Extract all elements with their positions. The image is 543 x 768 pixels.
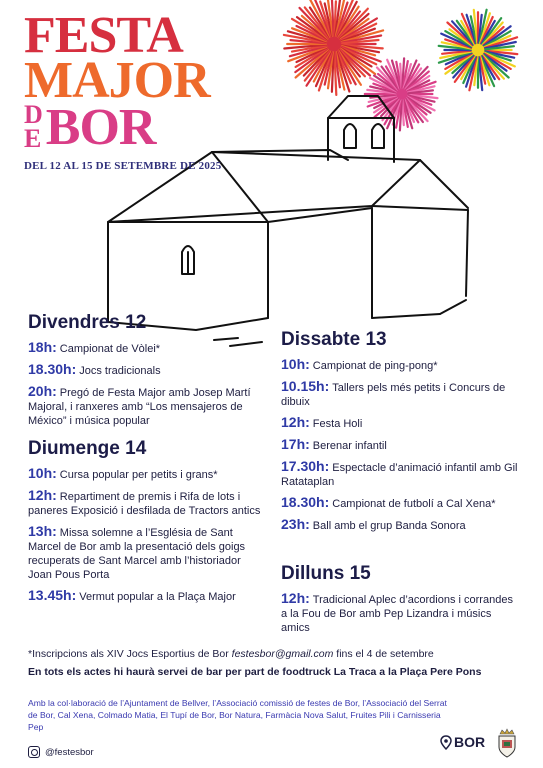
firework-ray (405, 99, 418, 122)
firework-ray (461, 56, 474, 79)
firework-ray (483, 23, 503, 45)
firework-ray (479, 15, 482, 43)
event-time: 12h: (281, 590, 310, 606)
firework-ray (339, 12, 360, 38)
firework-ray (484, 54, 511, 69)
event-item (281, 591, 521, 635)
firework-ray (482, 56, 499, 79)
firework-ray (316, 51, 331, 86)
firework-ray (320, 2, 331, 37)
collaboration-text: Amb la col·laboració de l’Ajuntament de Bellver, l’Associació comissió de festes de Bor, l’Associació del Serrat de Bor, Cal Xena, Colmado Matia, El Tupí de Bor, Bor Natura, Farmàcia Nova Salut, Fruites Pili i Carnisseria Pep (28, 698, 447, 732)
firework-ray (374, 76, 397, 91)
firework-ray (406, 67, 428, 90)
firework-ray (341, 24, 376, 41)
firework-ray (337, 51, 351, 83)
event-text: Tallers pels més petits i Concurs de dibuix (281, 382, 506, 408)
firework-ray (484, 36, 510, 48)
firework-ray (482, 18, 501, 44)
event-text: Campionat de Vòlei* (59, 343, 161, 355)
firework-ray (452, 21, 473, 45)
firework-ray (288, 47, 326, 61)
firework-ray (290, 46, 326, 56)
firework-ray (450, 29, 473, 46)
firework-ray (387, 60, 399, 89)
firework-core (397, 89, 408, 100)
instagram-text: @festesbor (45, 746, 94, 758)
registration-note (28, 648, 528, 660)
firework-ray (404, 61, 416, 89)
firework-ray (328, 52, 333, 88)
firework-ray (314, 51, 330, 82)
firework-ray (342, 36, 381, 43)
firework-ray (396, 100, 401, 128)
event-time: 13.45h: (28, 587, 77, 603)
firework-ray (407, 76, 429, 91)
firework-ray (404, 100, 413, 129)
firework-ray (295, 49, 327, 72)
day-dilluns (281, 563, 521, 641)
firework-ray (484, 31, 511, 46)
firework-ray (370, 87, 396, 93)
firework-ray (400, 64, 402, 88)
event-time: 12h: (28, 487, 57, 503)
firework-ray (482, 56, 495, 79)
firework-ray (284, 35, 326, 43)
firework-ray (341, 48, 376, 65)
firework-ray (367, 90, 396, 93)
firework-ray (284, 45, 326, 49)
event-text: Pregó de Festa Major amb Josep Martí Majoral, i ranxeres amb “Los mensajeros de México” i música popular (28, 387, 251, 427)
firework-ray (340, 49, 370, 75)
title-de (24, 100, 42, 153)
firework-ray (453, 55, 473, 77)
event-time: 18.30h: (28, 361, 77, 377)
event-text: Missa solemne a l’Església de Sant Marcel de Bor amb la presentació dels goigs recuperats de Sant Marcel amb l’historiador Joan Pous Porta (28, 527, 246, 581)
title-festa: FESTA (24, 7, 183, 64)
firework-ray (485, 37, 517, 48)
event-text: Tradicional Aplec d’acordions i corrandes a la Fou de Bor amb Pep Lizandra i músics amics (281, 594, 513, 634)
event-text: Vermut popular a la Plaça Major (79, 591, 236, 603)
firework-ray (469, 57, 476, 91)
event-text: Campionat de futbolí a Cal Xena* (332, 498, 496, 510)
event-text: Repartiment de premis i Rifa de lots i paneres Exposició i desfilada de Tractors antics (28, 491, 261, 517)
firework-ray (336, 52, 345, 90)
firework-ray (335, 52, 340, 87)
firework-ray (445, 31, 472, 46)
firework-ray (310, 0, 330, 37)
firework-ray (407, 80, 429, 91)
firework-ray (405, 64, 419, 88)
event-time: 13h: (28, 523, 57, 539)
firework-ray (480, 57, 489, 85)
firework-ray (483, 27, 503, 45)
event-time: 10h: (28, 465, 57, 481)
firework-ray (337, 52, 350, 92)
firework-ray (447, 23, 472, 46)
event-item (28, 362, 264, 378)
firework-ray (461, 21, 474, 44)
firework-ray (452, 55, 472, 73)
firework-ray (335, 0, 341, 36)
firework-ray (403, 100, 408, 127)
firework-ray (481, 56, 494, 86)
firework-ray (403, 61, 408, 88)
event-item (281, 459, 521, 489)
firework-ray (336, 0, 345, 36)
firework-ray (408, 95, 438, 98)
event-text: Ball amb el grup Banda Sonora (312, 520, 466, 532)
firework-ray (407, 72, 429, 91)
day-title: Dilluns 15 (281, 563, 371, 584)
firework-ray (408, 86, 435, 92)
firework-ray (307, 51, 330, 86)
firework-ray (439, 52, 471, 63)
event-item (281, 517, 521, 533)
firework-ray (485, 46, 514, 49)
firework-ray (407, 97, 434, 111)
firework-ray (385, 99, 400, 124)
firework-ray (485, 42, 516, 49)
festival-title (24, 7, 264, 173)
firework-ray (442, 42, 471, 48)
firework-ray (383, 99, 399, 120)
event-item (28, 488, 264, 518)
firework-ray (342, 40, 379, 43)
firework-ray (480, 10, 487, 44)
firework-yellow-icon (439, 10, 518, 91)
firework-ray (466, 57, 476, 87)
firework-ray (310, 8, 330, 38)
firework-ray (406, 68, 422, 89)
firework-ray (467, 15, 476, 44)
firework-ray (408, 82, 436, 92)
firework-ray (479, 57, 483, 90)
bar-service-note: En tots els actes hi haurà servei de bar per part de foodtruck La Traca a la Plaça Pere Pons (28, 666, 482, 678)
firework-ray (292, 19, 327, 40)
firework-ray (340, 9, 368, 39)
title-de-bor-row (24, 98, 264, 156)
event-item (281, 357, 521, 373)
firework-ray (315, 0, 331, 37)
event-time: 23h: (281, 516, 310, 532)
firework-ray (300, 8, 329, 38)
title-de-e: E (24, 123, 41, 153)
firework-ray (463, 56, 475, 83)
firework-ray (373, 84, 396, 92)
event-time: 18.30h: (281, 494, 330, 510)
instagram-handle[interactable] (28, 746, 94, 758)
firework-ray (462, 14, 475, 44)
firework-ray (393, 100, 401, 125)
firework-ray (297, 26, 327, 41)
firework-ray (445, 39, 471, 47)
event-time: 17.30h: (281, 458, 330, 474)
firework-ray (338, 7, 358, 38)
firework-ray (474, 10, 478, 43)
firework-ray (334, 52, 336, 95)
firework-ray (325, 52, 333, 85)
firework-ray (342, 29, 375, 42)
firework-ray (457, 21, 474, 45)
firework-ray (375, 98, 398, 117)
firework-ray (402, 100, 404, 125)
event-text: Campionat de ping-pong* (312, 360, 438, 372)
firework-pink-icon (365, 58, 438, 130)
firework-ray (408, 96, 432, 105)
day-title: Divendres 12 (28, 312, 147, 333)
firework-ray (296, 49, 328, 77)
firework-ray (292, 45, 326, 51)
firework-ray (302, 16, 328, 39)
event-text: Jocs tradicionals (79, 365, 161, 377)
firework-ray (406, 98, 428, 121)
location-pin-icon (440, 735, 452, 750)
firework-ray (305, 50, 329, 80)
firework-ray (342, 45, 383, 49)
day-dissabte (281, 329, 521, 539)
firework-ray (386, 66, 399, 88)
firework-ray (483, 55, 504, 78)
coat-of-arms-icon (496, 728, 518, 758)
firework-ray (387, 100, 399, 129)
firework-ray (441, 34, 471, 48)
firework-ray (338, 51, 361, 85)
firework-ray (445, 54, 472, 74)
firework-ray (484, 26, 511, 46)
firework-ray (341, 19, 369, 39)
event-item (281, 379, 521, 409)
event-item (28, 524, 264, 582)
event-item (28, 466, 264, 482)
event-item (281, 437, 521, 453)
firework-ray (407, 97, 431, 113)
firework-ray (402, 58, 404, 88)
day-diumenge (28, 438, 264, 610)
firework-ray (474, 57, 477, 85)
firework-ray (404, 64, 411, 88)
firework-ray (442, 51, 471, 54)
firework-ray (332, 0, 334, 36)
firework-ray (340, 50, 365, 77)
firework-ray (407, 98, 427, 115)
firework-ray (338, 51, 356, 84)
firework-ray (445, 54, 472, 69)
event-item (28, 588, 264, 604)
event-item (281, 415, 521, 431)
firework-ray (382, 67, 399, 90)
instagram-icon (28, 746, 40, 758)
firework-ray (342, 45, 379, 52)
event-item (28, 384, 264, 428)
firework-ray (377, 68, 398, 90)
firework-ray (396, 62, 401, 88)
firework-red-icon (284, 0, 383, 95)
firework-ray (305, 7, 329, 37)
firework-ray (340, 14, 369, 39)
firework-ray (297, 17, 328, 39)
festival-dates: DEL 12 AL 15 DE SETEMBRE DE 2025 (24, 160, 222, 173)
firework-ray (374, 97, 397, 112)
firework-ray (392, 61, 400, 89)
event-time: 10h: (281, 356, 310, 372)
event-text: Cursa popular per petits i grans* (59, 469, 218, 481)
firework-ray (342, 47, 381, 62)
firework-ray (342, 46, 375, 55)
event-time: 10.15h: (281, 378, 330, 394)
firework-ray (471, 16, 477, 43)
firework-ray (337, 3, 348, 37)
day-title: Diumenge 14 (28, 438, 147, 459)
firework-ray (378, 74, 397, 90)
firework-ray (339, 50, 360, 76)
firework-ray (374, 97, 396, 108)
firework-ray (369, 95, 397, 102)
firework-core (472, 44, 485, 57)
firework-ray (341, 18, 377, 40)
firework-ray (291, 40, 327, 43)
firework-ray (334, 1, 336, 36)
event-time: 18h: (28, 339, 57, 355)
firework-ray (288, 31, 326, 42)
firework-ray (482, 21, 495, 44)
firework-ray (404, 100, 414, 122)
firework-ray (485, 51, 517, 54)
firework-ray (342, 30, 383, 42)
firework-ray (341, 49, 376, 74)
firework-ray (325, 3, 333, 36)
event-text: Espectacle d’animació infantil amb Gil Ratataplan (281, 462, 518, 488)
firework-ray (400, 100, 402, 130)
title-major: MAJOR (24, 51, 210, 109)
firework-ray (446, 53, 472, 65)
firework-ray (319, 52, 332, 91)
firework-ray (484, 53, 514, 67)
firework-ray (341, 48, 372, 66)
firework-ray (370, 78, 397, 91)
firework-ray (381, 98, 398, 116)
title-bor: BOR (45, 98, 156, 156)
firework-ray (480, 13, 490, 43)
note-suffix: fins el 4 de setembre (333, 648, 434, 660)
day-title: Dissabte 13 (281, 329, 387, 350)
firework-ray (297, 48, 327, 63)
firework-ray (408, 95, 435, 101)
firework-ray (292, 28, 326, 41)
firework-core (327, 37, 341, 51)
firework-ray (304, 50, 329, 76)
firework-ray (485, 52, 514, 58)
firework-ray (484, 54, 507, 71)
firework-ray (439, 46, 471, 49)
firework-ray (337, 0, 354, 37)
firework-ray (338, 2, 357, 37)
title-de-d: D (24, 100, 42, 130)
event-time: 17h: (281, 436, 310, 452)
firework-ray (485, 52, 511, 60)
event-text: Festa Holi (312, 418, 363, 430)
firework-ray (332, 52, 334, 92)
event-time: 12h: (281, 414, 310, 430)
event-item (28, 340, 264, 356)
firework-ray (368, 96, 397, 106)
firework-ray (408, 90, 433, 93)
bor-logo (440, 734, 485, 750)
event-item (281, 495, 521, 511)
firework-ray (406, 99, 423, 122)
firework-ray (481, 17, 493, 44)
bor-logo-text: BOR (454, 734, 486, 750)
day-divendres (28, 312, 264, 434)
firework-ray (370, 95, 396, 98)
registration-email[interactable]: festesbor@gmail.com (231, 648, 334, 660)
note-prefix: *Inscripcions als XIV Jocs Esportius de Bor (28, 648, 232, 660)
event-time: 20h: (28, 383, 57, 399)
firework-ray (327, 0, 333, 36)
firework-ray (440, 52, 471, 59)
firework-ray (480, 57, 486, 84)
firework-ray (455, 56, 474, 82)
firework-ray (296, 48, 328, 67)
firework-ray (483, 55, 508, 78)
event-text: Berenar infantil (312, 440, 387, 452)
